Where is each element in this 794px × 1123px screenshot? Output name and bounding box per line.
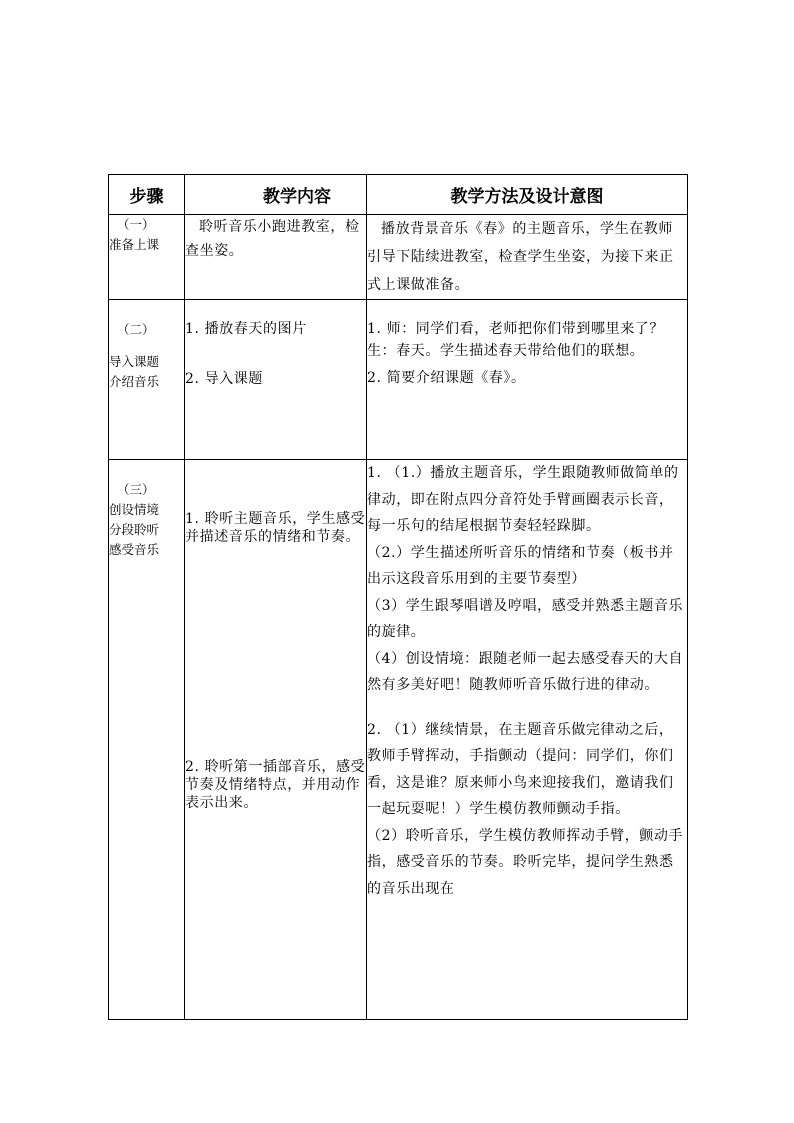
step-title: 介绍音乐	[109, 374, 160, 389]
content-cell	[185, 215, 367, 300]
header-method: 教学方法及设计意图	[367, 175, 688, 215]
step-title: 感受音乐	[109, 542, 160, 557]
step-number: （三）	[117, 482, 155, 497]
header-step: 步骤	[109, 175, 185, 215]
method-text: （4）创设情境：跟随老师一起去感受春天的大自然有多美好吧！随教师听音乐做行进的律动。	[367, 650, 684, 693]
step-number: （二）	[117, 322, 155, 337]
method-text: 2. 简要介绍课题《春》。	[367, 370, 526, 386]
content-cell	[185, 300, 367, 460]
step-cell	[109, 300, 185, 460]
method-text: 2. （1）继续情景，在主题音乐做完律动之后，教师手臂挥动，手指颤动（提问：同学们，你们看，这是谁？原来师小鸟来迎接我们，邀请我们一起玩耍呢！）学生模仿教师颤动手指。	[367, 721, 674, 817]
method-text: 播放背景音乐《春》的主题音乐，学生在教师引导下陆续进教室，检查学生坐姿，为接下来正式上课做准备。	[367, 221, 674, 293]
step-cell	[109, 460, 185, 1020]
method-cell	[367, 215, 688, 300]
method-text: （3）学生跟琴唱谱及哼唱，感受并熟悉主题音乐的旋律。	[367, 597, 684, 640]
method-text: （2）聆听音乐，学生模仿教师挥动手臂，颤动手指，感受音乐的节奏。聆听完毕，提问学生熟悉的音乐出现在	[367, 827, 684, 897]
step-cell	[109, 215, 185, 300]
step-title: 分段聆听	[109, 522, 160, 537]
method-text: 1. 师：同学们看，老师把你们带到哪里来了？生：春天。学生描述春天带给他们的联想。	[367, 321, 665, 359]
content-cell	[185, 460, 367, 1020]
content-text: 2. 聆听第一插部音乐，感受节奏及情绪特点，并用动作表示出来。	[185, 759, 366, 811]
header-row	[109, 175, 688, 215]
header-content: 教学内容	[185, 175, 367, 215]
step-title: 创设情境	[109, 502, 160, 517]
lesson-plan-table	[108, 174, 688, 1020]
table-row	[109, 215, 688, 300]
method-cell	[367, 300, 688, 460]
method-text: （2.）学生描述所听音乐的情绪和节奏（板书并出示这段音乐用到的主要节奏型）	[367, 544, 674, 587]
content-text: 聆听音乐小跑进教室，检查坐姿。	[185, 219, 360, 259]
content-text: 1. 聆听主题音乐，学生感受并描述音乐的情绪和节奏。	[185, 511, 366, 545]
step-title: 准备上课	[109, 237, 160, 252]
table-row	[109, 460, 688, 1020]
step-number: （一）	[117, 217, 155, 232]
content-text: 2. 导入课题	[185, 371, 264, 387]
table-row	[109, 300, 688, 460]
method-text: 1. （1.）播放主题音乐，学生跟随教师做简单的律动，即在附点四分音符处手臂画圈表示长音，每一乐句的结尾根据节奏轻轻跺脚。	[367, 465, 679, 534]
content-text: 1. 播放春天的图片	[185, 321, 307, 337]
step-title: 导入课题	[109, 354, 160, 369]
method-cell	[367, 460, 688, 1020]
